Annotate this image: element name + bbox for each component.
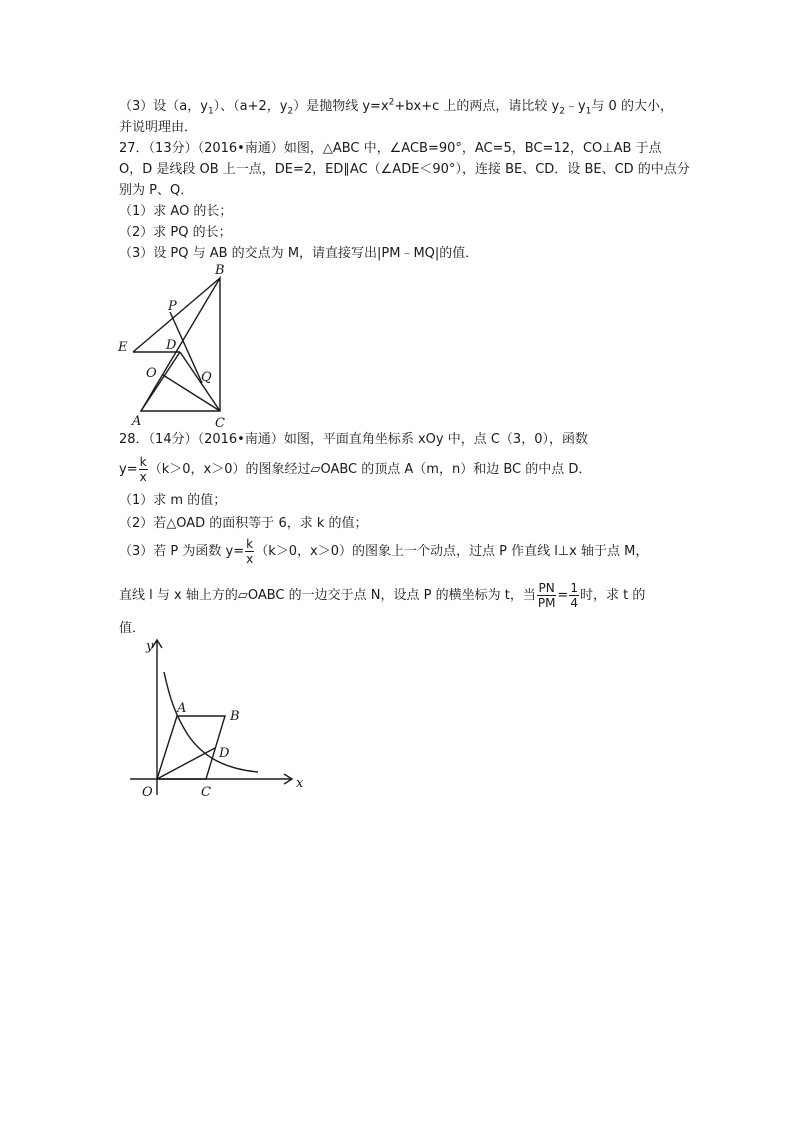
- triangle-abc: [141, 278, 220, 411]
- q27-subquestion-3: （3）设 PQ 与 AB 的交点为 M，请直接写出|PM﹣MQ|的值．: [119, 246, 479, 261]
- label-a: A: [132, 414, 142, 429]
- label-b: B: [215, 263, 225, 278]
- q27-stem-line3: 别为 P、Q．: [119, 183, 194, 198]
- label-o: O: [146, 366, 157, 381]
- label-o: O: [142, 785, 153, 800]
- q27-triangle-figure: [113, 262, 253, 432]
- label-c: C: [201, 785, 211, 800]
- q28-subquestion-3-line3: 值．: [119, 621, 146, 636]
- axis-label-y: y: [146, 639, 154, 654]
- q27-subquestion-1: （1）求 AO 的长；: [119, 204, 233, 219]
- label-e: E: [118, 340, 128, 355]
- q28-subquestion-2: （2）若△OAD 的面积等于 6，求 k 的值；: [119, 516, 368, 531]
- line-be: [133, 278, 220, 352]
- line-cd: [180, 352, 220, 411]
- q27-stem-line2: O，D 是线段 OB 上一点，DE=2，ED∥AC（∠ADE＜90°），连接 BE、CD．设 BE、CD 的中点分: [119, 162, 690, 177]
- q26-part3-line2: 并说明理由．: [119, 120, 198, 135]
- label-c: C: [215, 416, 225, 431]
- label-q: Q: [201, 370, 212, 385]
- q27-stem-line1: 27．（13分）（2016•南通）如图，△ABC 中，∠ACB=90°，AC=5，BC=12，CO⊥AB 于点: [119, 141, 662, 156]
- q27-subquestion-2: （2）求 PQ 的长；: [119, 225, 232, 240]
- fraction-pn-over-pm: $\frac{PN}{PM}$: [537, 581, 556, 610]
- label-b: B: [230, 709, 240, 724]
- axis-label-x: x: [296, 776, 304, 791]
- q28-subquestion-1: （1）求 m 的值；: [119, 493, 227, 508]
- q28-stem-line1: 28．（14分）（2016•南通）如图，平面直角坐标系 xOy 中，点 C（3，0），函数: [119, 432, 588, 447]
- q28-subquestion-3-line2: 直线 l 与 x 轴上方的▱OABC 的一边交于点 N，设点 P 的横坐标为 t，当 $\frac{PN}{PM}$ = $\frac{1}{4}$ 时，求 t 的: [119, 581, 646, 610]
- parallelogram-oabc: [157, 716, 225, 779]
- label-d: D: [166, 338, 177, 353]
- label-p: P: [168, 299, 177, 314]
- q28-stem-line2: y= $\frac{k}{x}$ （k＞0，x＞0）的图象经过▱OABC 的顶点 A（m，n）和边 BC 的中点 D．: [119, 455, 592, 484]
- hyperbola-curve: [164, 672, 258, 772]
- fraction-k-over-x-2: $\frac{k}{x}$: [246, 537, 254, 566]
- q26-part3-line1: （3）设（a，$y_1$）、（a+2，$y_2$）是抛物线 $y=x^2+bx+c$ 上的两点，请比较 $y_2﹣y_1$与 0 的大小，: [119, 97, 673, 117]
- q28-coordinate-figure: [130, 630, 330, 800]
- label-d: D: [219, 746, 230, 761]
- fraction-k-over-x: $\frac{k}{x}$: [139, 455, 147, 484]
- q28-subquestion-3: （3）若 P 为函数 y= $\frac{k}{x}$ （k＞0，x＞0）的图象上一个动点，过点 P 作直线 l⊥x 轴于点 M，: [119, 537, 649, 566]
- label-a: A: [177, 701, 187, 716]
- fraction-one-quarter: $\frac{1}{4}$: [570, 581, 578, 610]
